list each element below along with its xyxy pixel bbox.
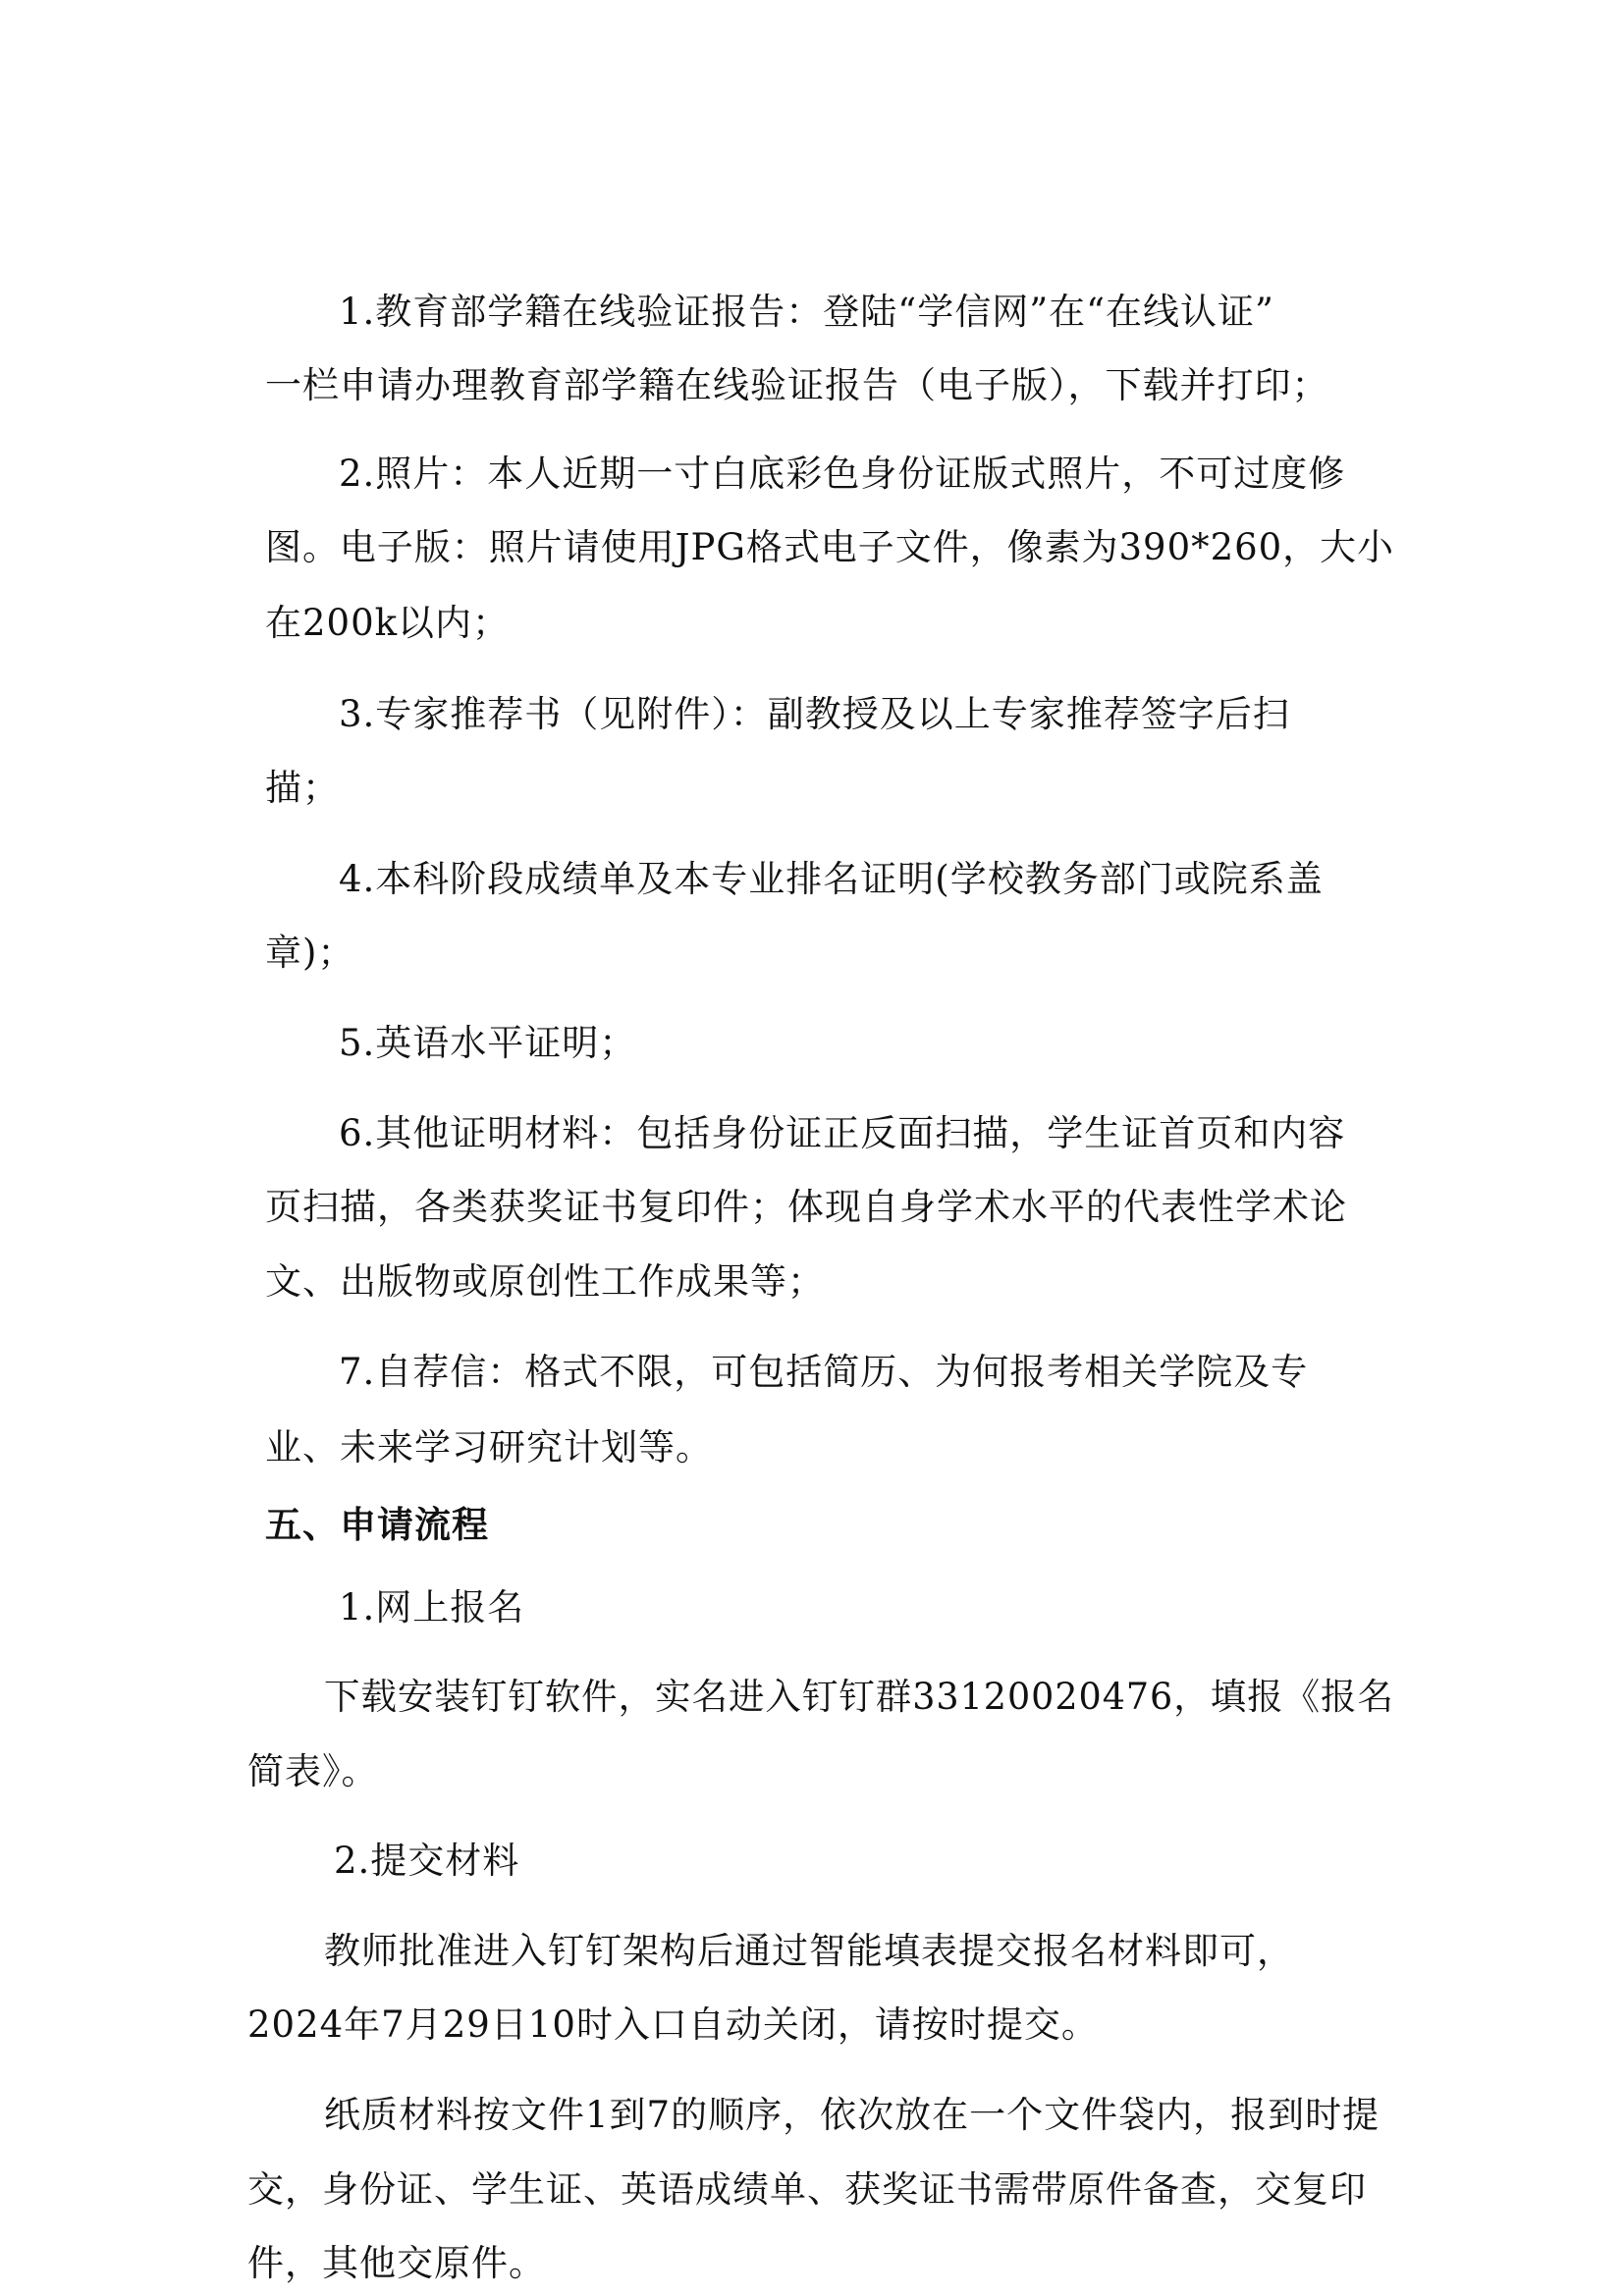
item6-line1: 6.其他证明材料：包括身份证正反面扫描，学生证首页和内容 [339, 1112, 1346, 1154]
item2-line2: 图。电子版：照片请使用JPG格式电子文件，像素为390*260，大小 [265, 526, 1395, 568]
item3-line2: 描； [265, 767, 340, 809]
item7-line2: 业、未来学习研究计划等。 [265, 1426, 713, 1468]
item2-line3: 在200k以内； [265, 602, 511, 644]
item5-line1: 5.英语水平证明； [339, 1022, 637, 1064]
step1-title: 1.网上报名 [339, 1586, 525, 1629]
item3-line1: 3.专家推荐书（见附件）：副教授及以上专家推荐签字后扫 [339, 693, 1290, 735]
step2-line1: 教师批准进入钉钉架构后通过智能填表提交报名材料即可， [324, 1930, 1294, 1972]
section5-heading: 五、申请流程 [265, 1503, 489, 1546]
item6-line3: 文、出版物或原创性工作成果等； [265, 1260, 825, 1303]
step1-line2: 简表》。 [247, 1750, 379, 1792]
item6-line2: 页扫描，各类获奖证书复印件；体现自身学术水平的代表性学术论 [265, 1186, 1347, 1228]
step2-line2: 2024年7月29日10时入口自动关闭，请按时提交。 [247, 2003, 1099, 2046]
item4-line2: 章)； [265, 932, 355, 974]
item1-line1: 1.教育部学籍在线验证报告：登陆“学信网”在“在线认证” [339, 291, 1274, 333]
step2-line3: 纸质材料按文件1到7的顺序，依次放在一个文件袋内，报到时提 [324, 2094, 1380, 2136]
item4-line1: 4.本科阶段成绩单及本专业排名证明(学校教务部门或院系盖 [339, 858, 1324, 900]
step2-line5: 件，其他交原件。 [247, 2242, 546, 2284]
step2-title: 2.提交材料 [334, 1840, 520, 1882]
step1-line1: 下载安装钉钉软件，实名进入钉钉群33120020476，填报《报名 [324, 1676, 1394, 1718]
step2-line4: 交，身份证、学生证、英语成绩单、获奖证书需带原件备查，交复印 [247, 2168, 1367, 2211]
item2-line1: 2.照片：本人近期一寸白底彩色身份证版式照片，不可过度修 [339, 453, 1346, 495]
item1-line2: 一栏申请办理教育部学籍在线验证报告（电子版），下载并打印； [265, 364, 1329, 406]
item7-line1: 7.自荐信：格式不限，可包括简历、为何报考相关学院及专 [339, 1351, 1309, 1393]
